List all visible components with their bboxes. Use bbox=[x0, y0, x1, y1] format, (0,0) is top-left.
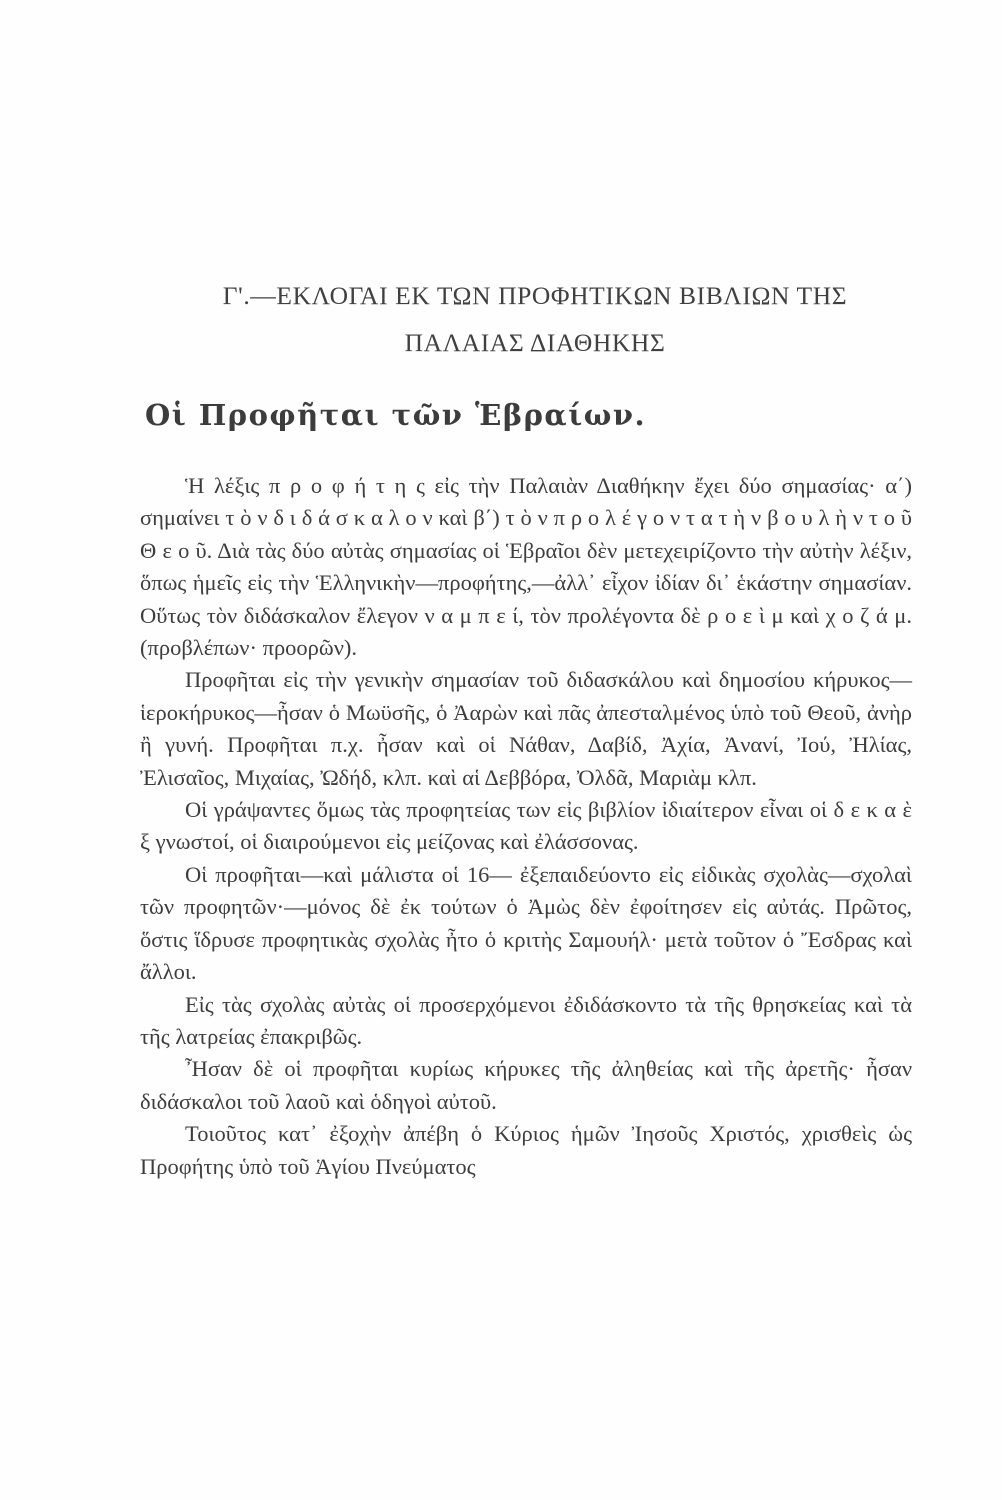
paragraph: Προφῆται εἰς τὴν γενικὴν σημασίαν τοῦ διδασκάλου καὶ δημοσίου κήρυκος—ἱεροκήρυκος—ἦσαν ὁ Μωϋσῆς, ὁ Ἀαρὼν καὶ πᾶς ἀπεσταλμένος ὑπὸ τοῦ Θεοῦ, ἀνὴρ ἢ γυνή. Προφῆται π.χ. ἦσαν καὶ οἱ Νάθαν, Δαβίδ, Ἀχία, Ἀνανί, Ἰού, Ἠλίας, Ἐλισαῖος, Μιχαίας, Ὠδήδ, κλπ. καὶ αἱ Δεββόρα, Ὀλδᾶ, Μαριὰμ κλπ. bbox=[140, 667, 912, 790]
chapter-subtitle: Οἱ Προφῆται τῶν Ἑβραίων. bbox=[145, 398, 647, 432]
paragraph: Οἱ προφῆται—καὶ μάλιστα οἱ 16— ἐξεπαιδεύοντο εἰς εἰδικὰς σχολὰς—σχολαὶ τῶν προφητῶν·—μόνος δὲ ἐκ τούτων ὁ Ἀμὼς δὲν ἐφοίτησεν εἰς αὐτάς. Πρῶτος, ὅστις ἵδρυσε προφητικὰς σχολὰς ἦτο ὁ κριτὴς Σαμουήλ· μετὰ τοῦτον ὁ Ἔσδρας καὶ ἄλλοι. bbox=[140, 861, 912, 985]
paragraph: Ἦσαν δὲ οἱ προφῆται κυρίως κήρυκες τῆς ἀληθείας καὶ τῆς ἀρετῆς· ἦσαν διδάσκαλοι τοῦ λαοῦ καὶ ὁδηγοὶ αὐτοῦ. bbox=[140, 1056, 912, 1114]
paragraph: Ἡ λέξις π ρ ο φ ή τ η ς εἰς τὴν Παλαιὰν Διαθήκην ἔχει δύο σημασίας· α΄) σημαίνει τ ὸ ν δ ι δ ά σ κ α λ ο ν καὶ β΄) τ ὸ ν π ρ ο λ έ γ ο ν τ α τ ὴ ν β ο υ λ ὴ ν τ ο ῦ Θ ε ο ῦ. Διὰ τὰς δύο αὐτὰς σημασίας οἱ Ἑβραῖοι δὲν μετεχειρίζοντο τὴν αὐτὴν λέξιν, ὅπως ἡμεῖς εἰς τὴν Ἑλληνικὴν—προφήτης,—ἀλλ᾽ εἶχον ἰδίαν δι᾽ ἑκάστην σημασίαν. Οὕτως τὸν διδάσκαλον ἔλεγον ν α μ π ε ί, τὸν προλέγοντα δὲ ρ ο ε ὶ μ καὶ χ ο ζ ά μ. (προβλέπων· προορῶν). bbox=[140, 473, 912, 661]
section-heading-line-2: ΠΑΛΑΙΑΣ ΔΙΑΘΗΚΗΣ bbox=[404, 328, 666, 357]
paragraph: Οἱ γράψαντες ὅμως τὰς προφητείας των εἰς βιβλίον ἰδιαίτερον εἶναι οἱ δ ε κ α ὲ ξ γνωστοί, οἱ διαιρούμενοι εἰς μείζονας καὶ ἐλάσσονας. bbox=[140, 797, 912, 855]
paragraph: Εἰς τὰς σχολὰς αὐτὰς οἱ προσερχόμενοι ἐδιδάσκοντο τὰ τῆς θρησκείας καὶ τὰ τῆς λατρείας ἐπακριβῶς. bbox=[140, 991, 912, 1049]
section-heading bbox=[140, 272, 930, 366]
body-text bbox=[140, 470, 912, 1183]
paragraph: Τοιοῦτος κατ᾽ ἐξοχὴν ἀπέβη ὁ Κύριος ἡμῶν Ἰησοῦς Χριστός, χρισθεὶς ὡς Προφήτης ὑπὸ τοῦ Ἁγίου Πνεύματος bbox=[140, 1121, 912, 1179]
section-heading-line-1: Γ'.—ΕΚΛΟΓΑΙ ΕΚ ΤΩΝ ΠΡΟΦΗΤΙΚΩΝ ΒΙΒΛΙΩΝ ΤΗΣ bbox=[222, 281, 848, 310]
